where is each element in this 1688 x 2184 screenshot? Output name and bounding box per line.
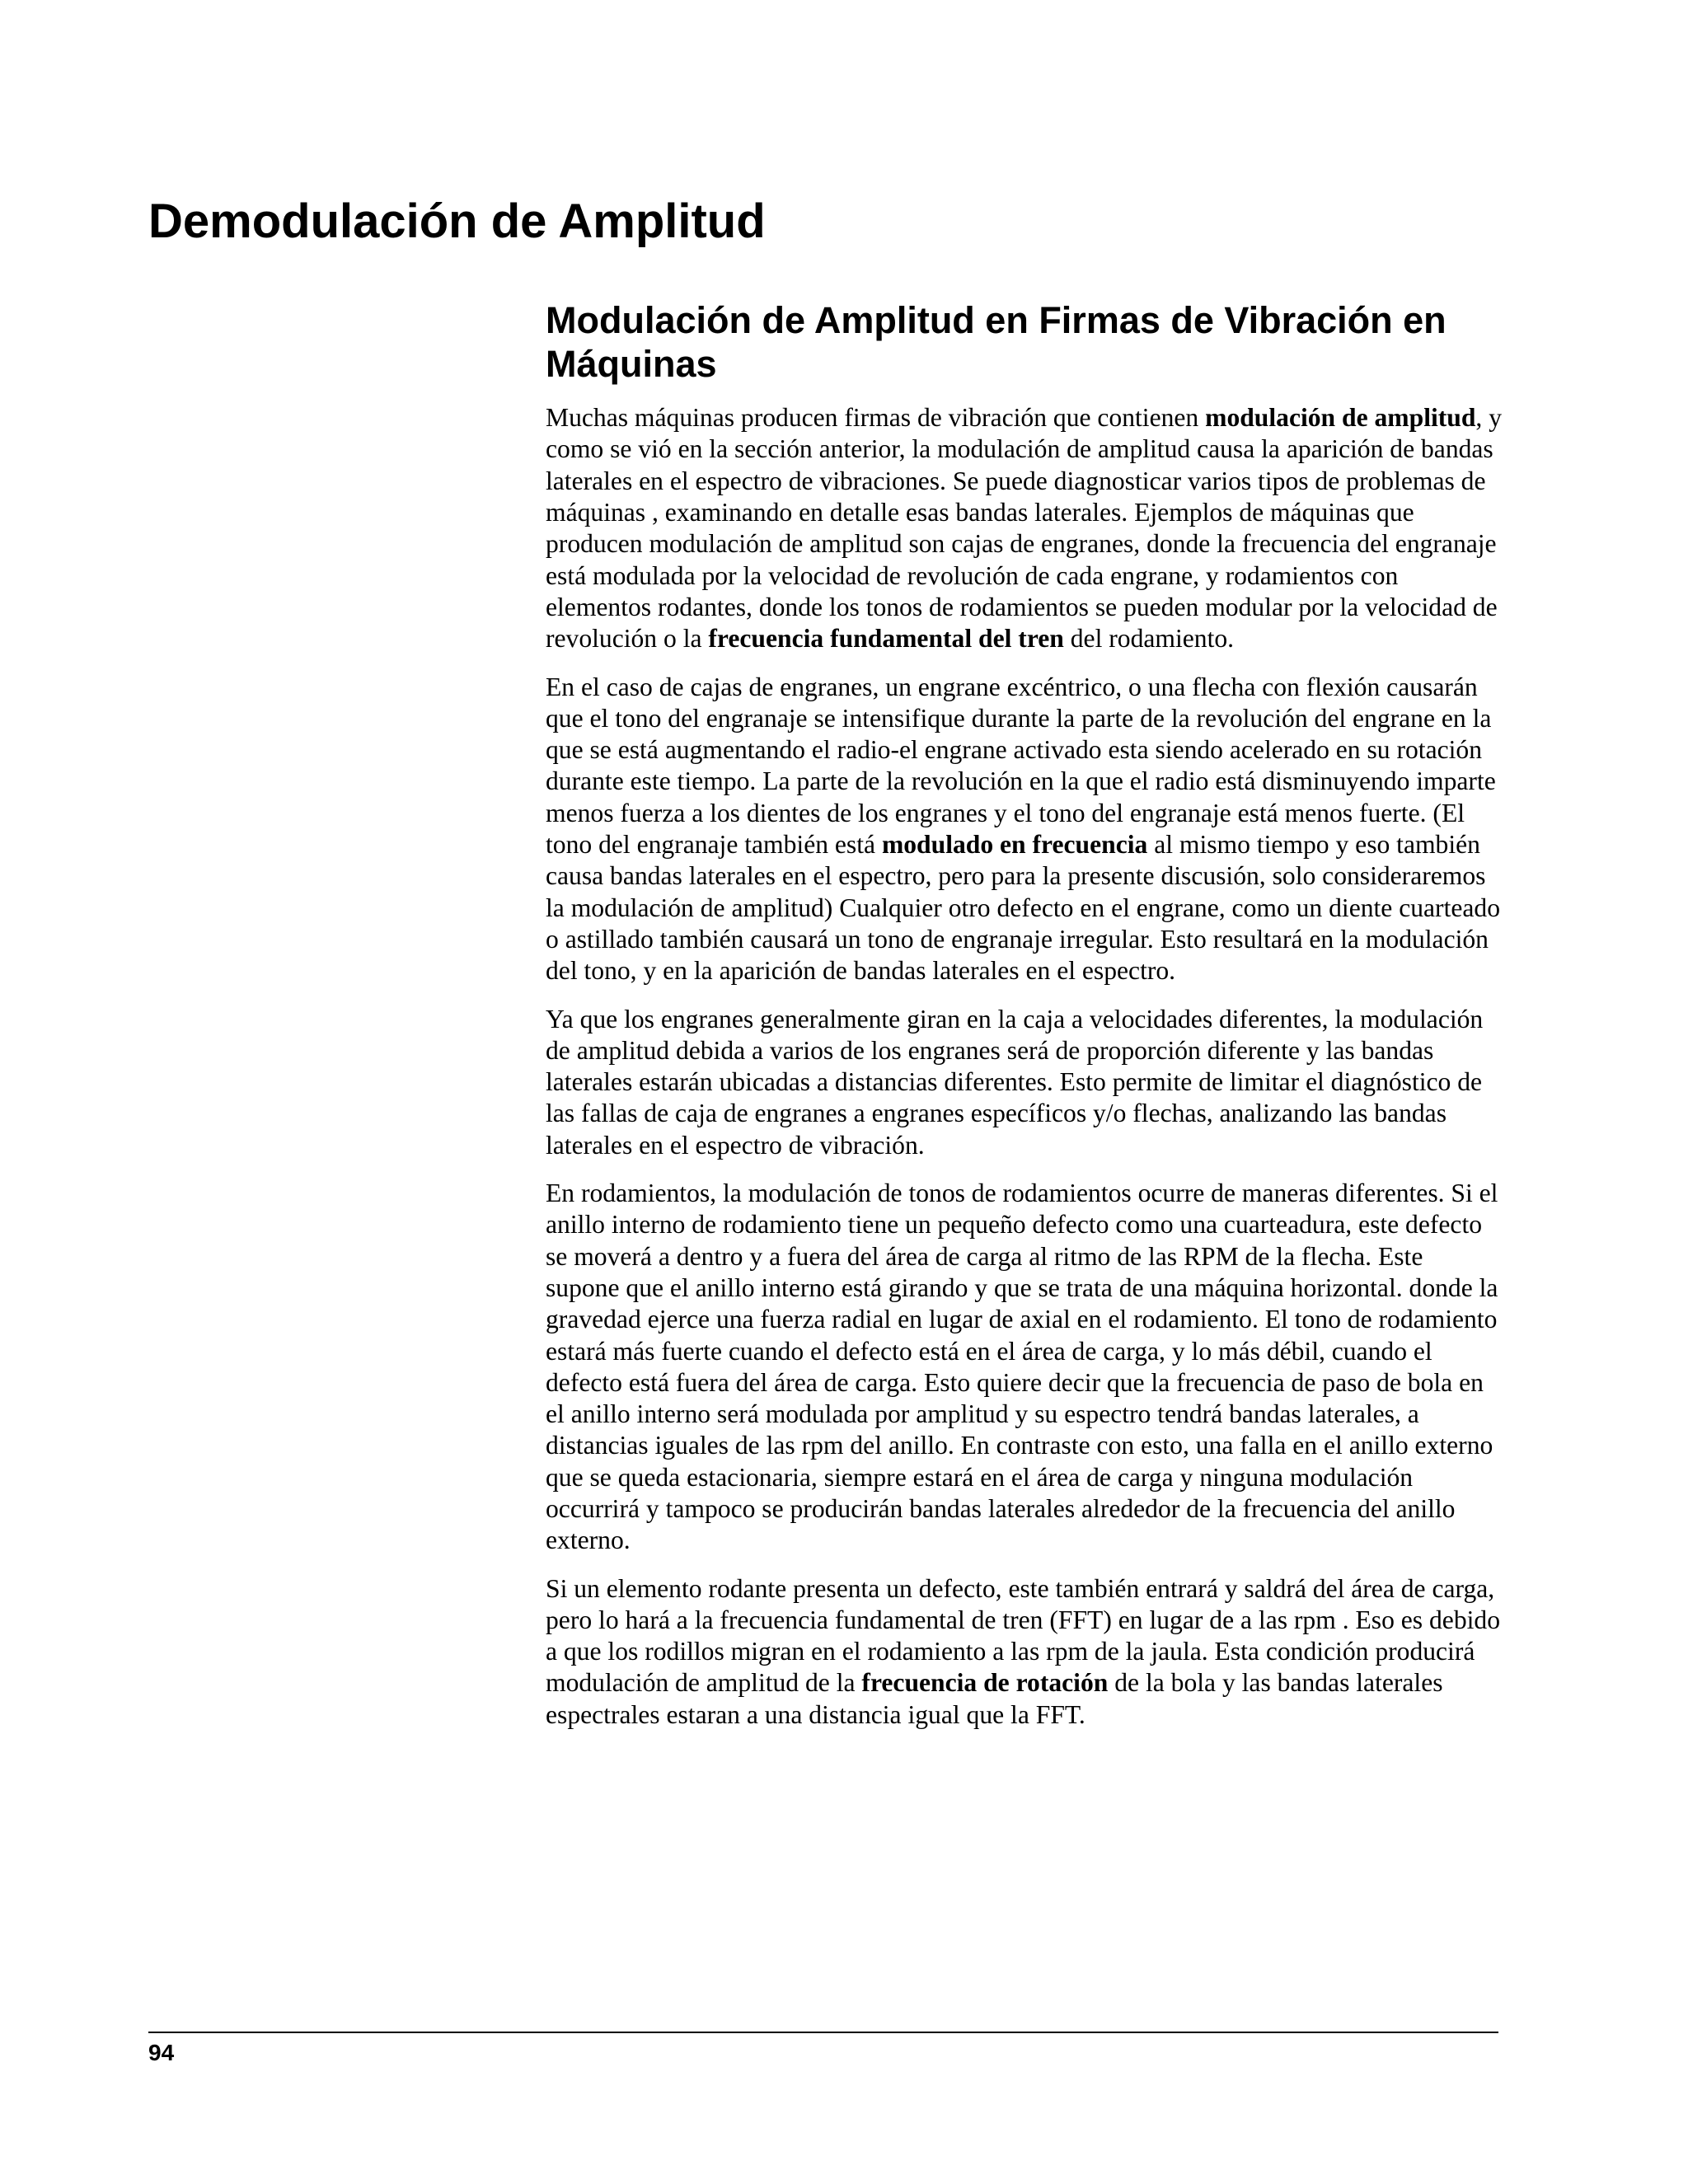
paragraph-1	[546, 402, 1502, 654]
text-run: , y como se vió en la sección anterior, la modulación de amplitud causa la aparición de bandas laterales en el espectro de vibraciones. Se puede diagnosticar varios tipos de problemas de máquinas , examinando en detalle esas bandas laterales. Ejemplos de máquinas que producen modulación de amplitud son cajas de engranes, donde la frecuencia del engranaje está modulada por la velocidad de revolución de cada engrane, y rodamientos con elementos rodantes, donde los tonos de rodamientos se pueden modular por la velocidad de revolución o la	[546, 403, 1503, 654]
bold-term: frecuencia fundamental del tren	[708, 624, 1064, 654]
section-title: Modulación de Amplitud en Firmas de Vibración en Máquinas	[546, 299, 1447, 386]
paragraph-4	[546, 1178, 1502, 1557]
chapter-title: Demodulación de Amplitud	[148, 194, 766, 248]
bold-term: modulación de amplitud	[1205, 403, 1476, 433]
text-run: Muchas máquinas producen firmas de vibración que contienen	[546, 403, 1206, 433]
text-run: Ya que los engranes generalmente giran en la caja a velocidades diferentes, la modulación de amplitud debida a varios de los engranes será de proporción diferente y las bandas laterales estarán ubicadas a distancias diferentes. Esto permite de limitar el diagnóstico de las fallas de caja de engranes a engranes específicos y/o flechas, analizando las bandas laterales en el espectro de vibración.	[546, 1004, 1484, 1160]
footer-divider	[148, 2032, 1498, 2033]
bold-term: modulado en frecuencia	[881, 830, 1148, 860]
page-number: 94	[148, 2040, 175, 2065]
text-run: de la bola y las bandas laterales espectrales estaran a una distancia igual que la FFT.	[546, 1668, 1443, 1729]
text-run: al mismo tiempo y eso también causa bandas laterales en el espectro, pero para la presente discusión, solo consideraremos la modulación de amplitud) Cualquier otro defecto en el engrane, como un diente cuarteado o astillado también causará un tono de engranaje irregular. Esto resultará en la modulación del tono, y en la aparición de bandas laterales en el espectro.	[546, 830, 1501, 986]
section-content	[546, 298, 1502, 1747]
text-run: del rodamiento.	[1063, 624, 1235, 654]
text-run: Si un elemento rodante presenta un defecto, este también entrará y saldrá del área de carga, pero lo hará a la frecuencia fundamental de tren (FFT) en lugar de a las rpm . Eso es debido a que los rodillos migran en el rodamiento a las rpm de la jaula. Esta condición producirá modulación de amplitud de la	[546, 1573, 1500, 1698]
paragraph-5	[546, 1573, 1502, 1731]
text-run: En el caso de cajas de engranes, un engrane excéntrico, o una flecha con flexión causarán que el tono del engranaje se intensifique durante la parte de la revolución del engrane en la que se está augmentando el radio-el engrane activado esta siendo acelerado en su rotación durante este tiempo. La parte de la revolución en la que el radio está disminuyendo imparte menos fuerza a los dientes de los engranes y el tono del engranaje está menos fuerte. (El tono del engranaje también está	[546, 672, 1496, 860]
bold-term: frecuencia de rotación	[861, 1668, 1109, 1698]
text-run: En rodamientos, la modulación de tonos de rodamientos ocurre de maneras diferentes. Si el anillo interno de rodamiento tiene un pequeño defecto como una cuarteadura, este defecto se moverá a dentro y a fuera del área de carga al ritmo de las RPM de la flecha. Este supone que el anillo interno está girando y que se trata de una máquina horizontal. donde la gravedad ejerce una fuerza radial en lugar de axial en el rodamiento. El tono de rodamiento estará más fuerte cuando el defecto está en el área de carga, y lo más débil, cuando el defecto está fuera del área de carga. Esto quiere decir que la frecuencia de paso de bola en el anillo interno será modulada por amplitud y su espectro tendrá bandas laterales, a distancias iguales de las rpm del anillo. En contraste con esto, una falla en el anillo externo que se queda estacionaria, siempre estará en el área de carga y ninguna modulación occurrirá y tampoco se producirán bandas laterales alrededor de la frecuencia del anillo externo.	[546, 1179, 1498, 1555]
paragraph-3	[546, 1004, 1502, 1161]
paragraph-2	[546, 672, 1502, 987]
